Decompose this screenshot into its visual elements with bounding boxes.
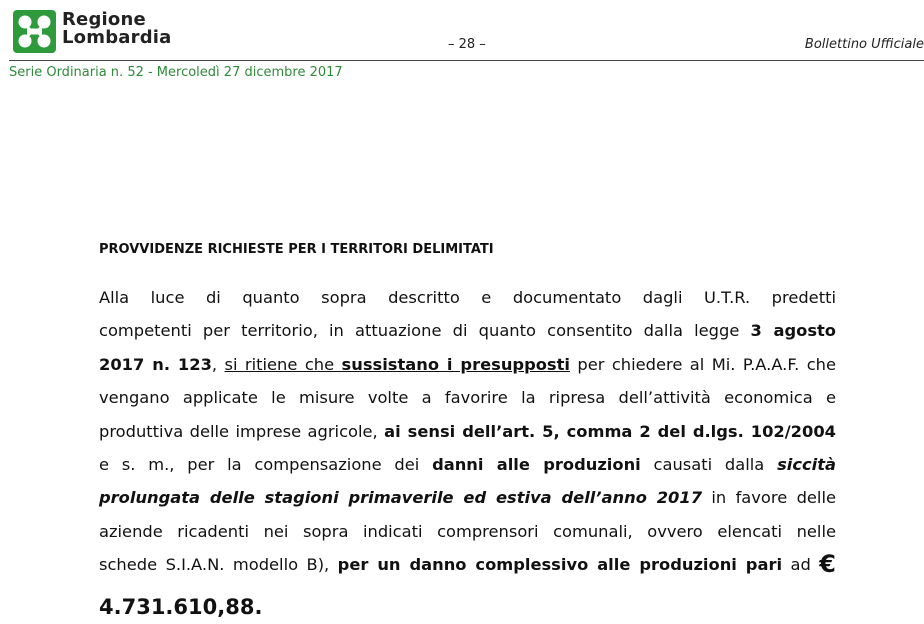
paragraph-line: [99, 448, 836, 481]
text-run-bold: ai sensi dell’art. 5, comma 2 del d.lgs. 102/2004: [384, 421, 836, 441]
publication-title: Bollettino Ufficiale: [804, 37, 924, 52]
total-amount: 4.731.610,88.: [99, 595, 263, 619]
paragraph-line: [99, 281, 836, 314]
text-run: in favore delle: [702, 488, 836, 508]
logo-wordmark: [62, 11, 172, 47]
text-run: ,: [211, 354, 225, 374]
text-run-bold: danni alle produzioni: [432, 454, 641, 474]
text-run: per chiedere al Mi. P.A.A.F. che: [569, 354, 836, 374]
paragraph-line: [99, 415, 836, 448]
series-line: Serie Ordinaria n. 52 - Mercoledì 27 dicembre 2017: [9, 65, 343, 80]
paragraph-line: [99, 481, 836, 514]
text-run: aziende ricadenti nei sopra indicati comprensori comunali, ovvero elencati nelle: [99, 521, 836, 541]
text-run: schede S.I.A.N. modello B),: [99, 555, 338, 575]
text-run-bold: per un danno complessivo alle produzioni pari: [337, 555, 783, 575]
text-run-bold: 2017 n. 123: [99, 354, 212, 374]
logo-line-2: Lombardia: [62, 27, 172, 48]
text-run: competenti per territorio, in attuazione di quanto consentito dalla legge: [99, 321, 751, 341]
text-run: ad: [782, 555, 820, 575]
paragraph-line: [99, 314, 836, 347]
page-number: – 28 –: [448, 37, 486, 52]
text-run-underlined: si ritiene che: [224, 354, 342, 374]
text-run-bold: 3 agosto: [750, 321, 836, 341]
paragraph-line: [99, 515, 836, 548]
text-run: vengano applicate le misure volte a favorire la ripresa dell’attività economica e: [99, 388, 836, 408]
euro-sign: €: [819, 550, 836, 579]
text-run: Alla luce di quanto sopra descritto e documentato dagli U.T.R. predetti: [99, 288, 836, 307]
text-run-bold-underlined: sussistano i presupposti: [341, 354, 570, 374]
logo-line-1: Regione: [62, 9, 146, 30]
paragraph-line: [99, 381, 836, 414]
text-run: causati dalla: [640, 454, 778, 474]
page-header: [0, 0, 924, 90]
text-run: e s. m., per la compensazione dei: [99, 454, 433, 474]
paragraph-line: [99, 548, 836, 581]
text-run-bold-italic: siccità: [777, 454, 836, 474]
paragraph-line: [99, 348, 836, 381]
header-divider: [9, 60, 924, 61]
regione-lombardia-logo-icon: [13, 10, 56, 53]
text-run-bold-italic: prolungata delle stagioni primaverile ed estiva dell’anno 2017: [99, 488, 703, 508]
text-run: produttiva delle imprese agricole,: [99, 421, 385, 441]
body-paragraph: [99, 281, 836, 582]
section-title: PROVVIDENZE RICHIESTE PER I TERRITORI DELIMITATI: [99, 242, 494, 257]
